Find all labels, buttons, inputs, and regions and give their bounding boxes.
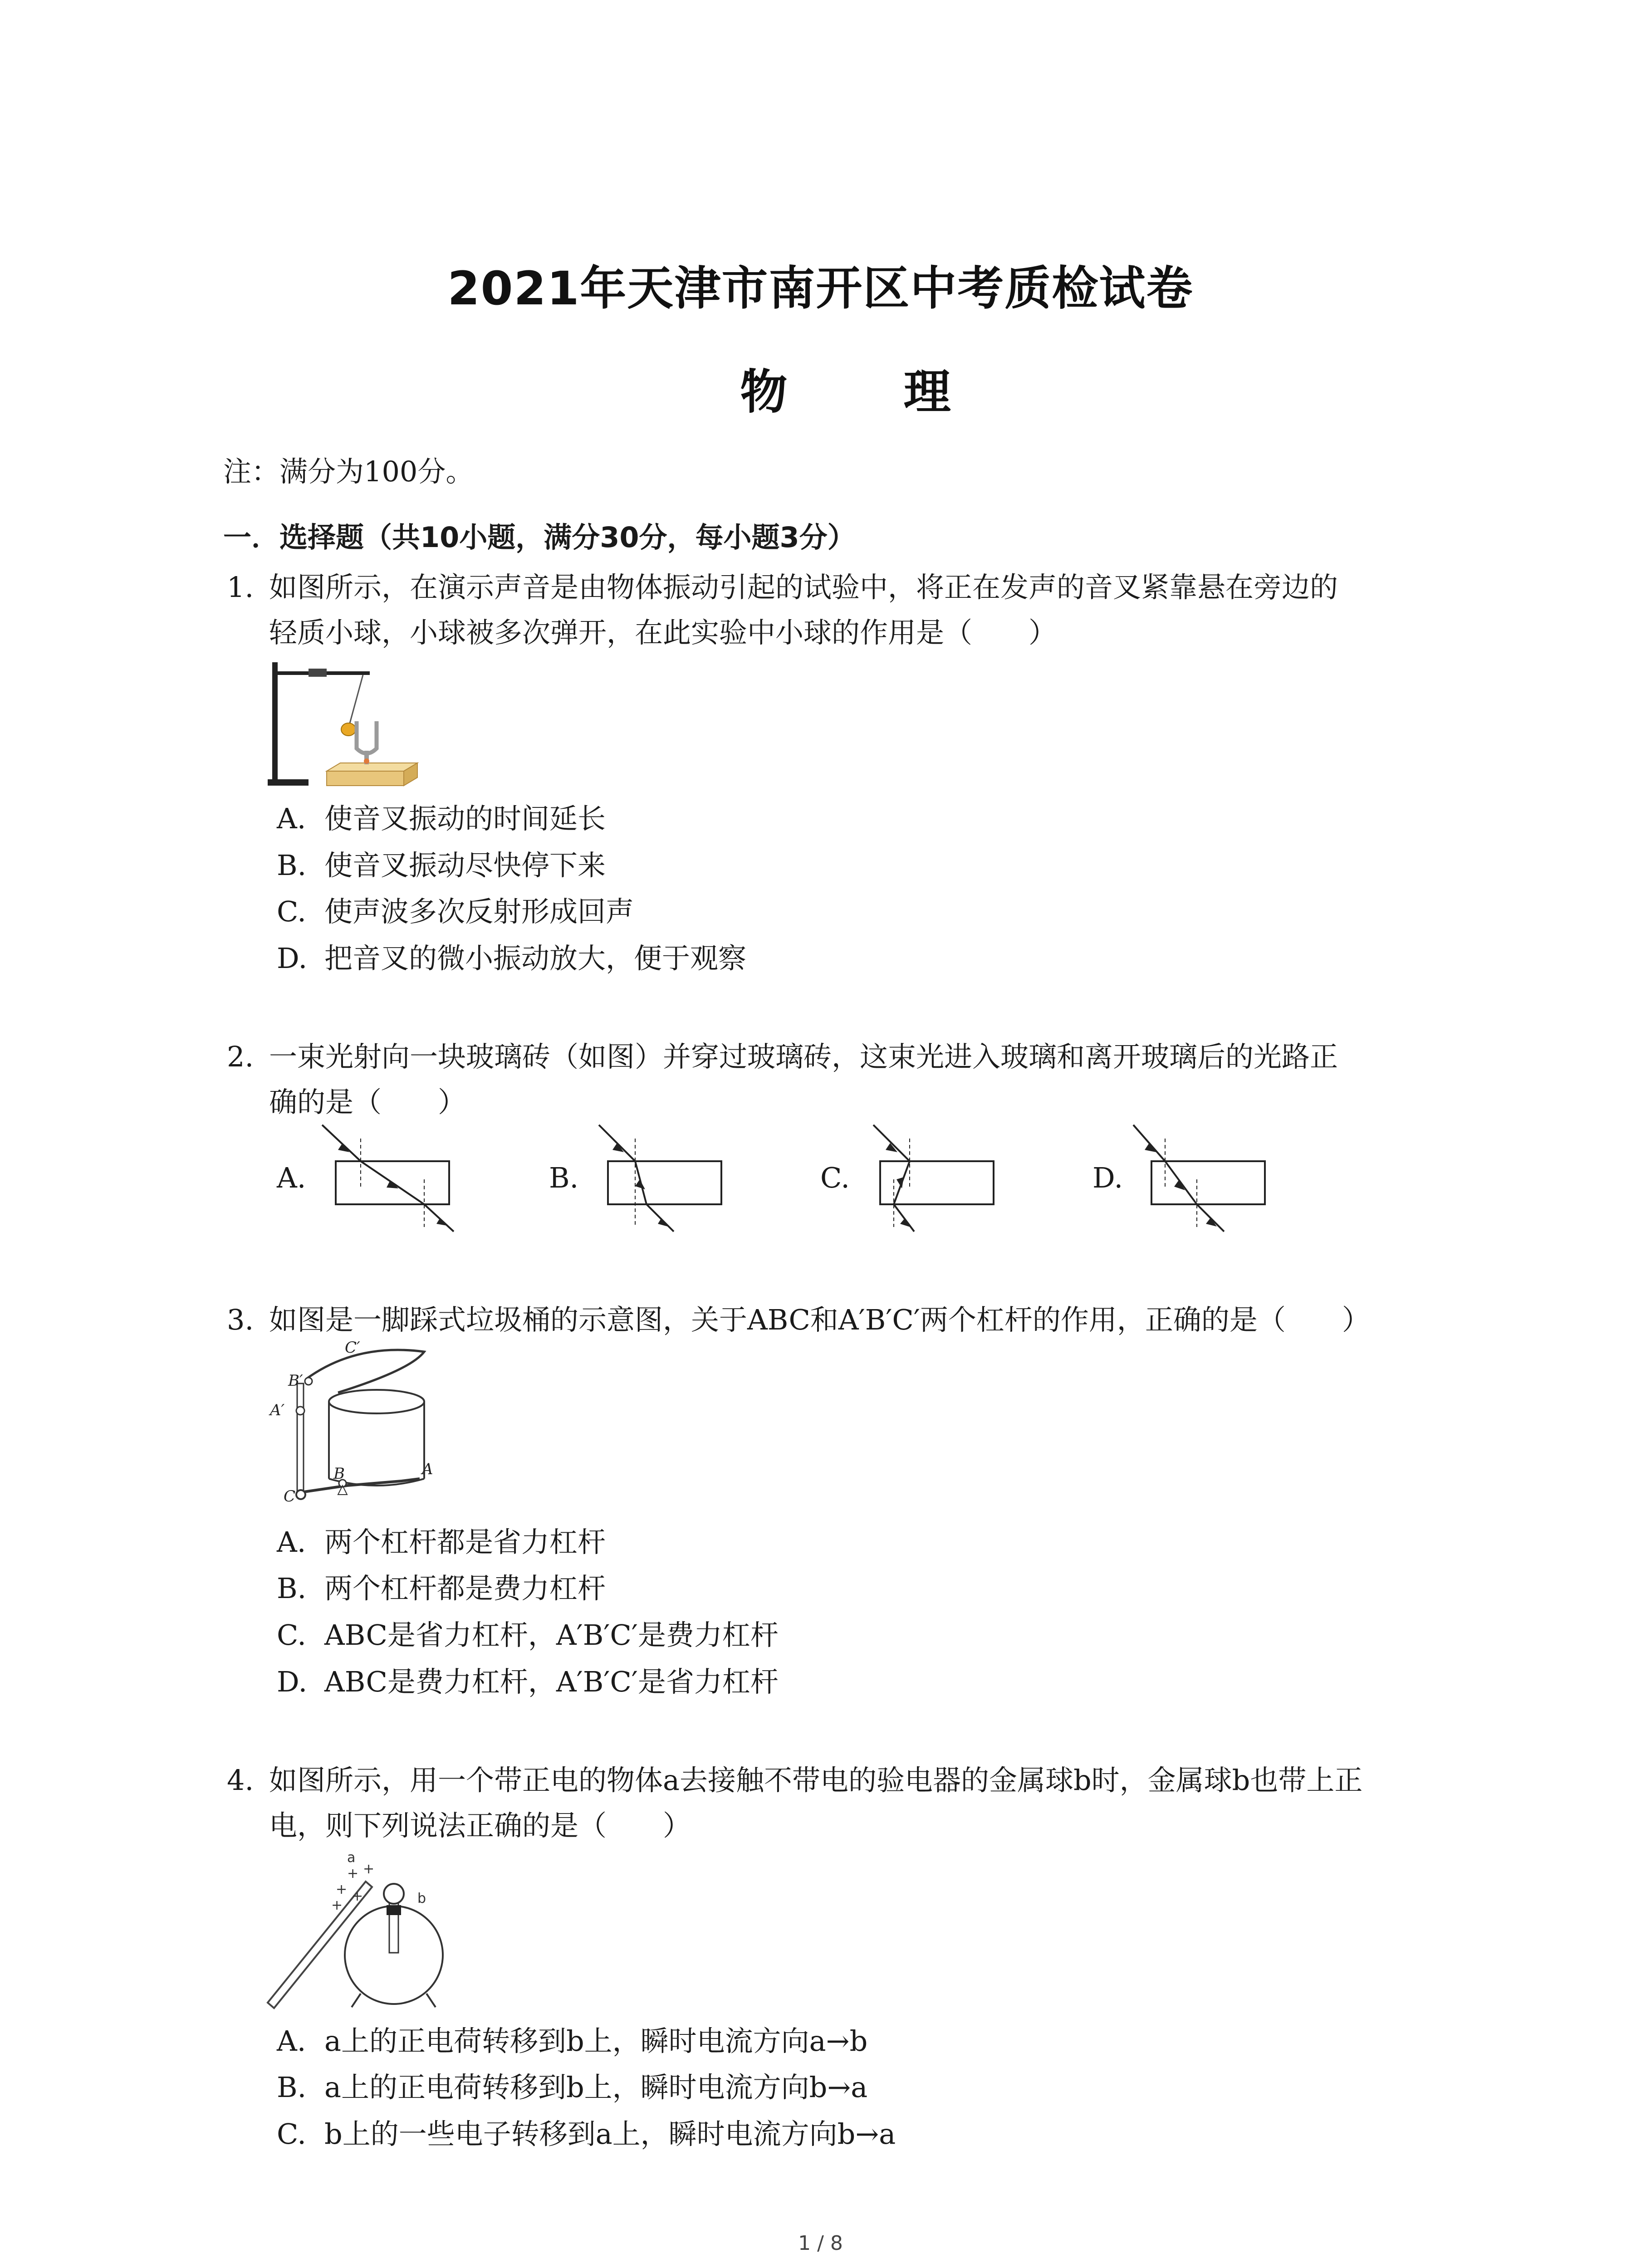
- question-number: 4.: [227, 1764, 254, 1797]
- question-text-line: 轻质小球，小球被多次弹开，在此实验中小球的作用是（ ）: [269, 616, 1057, 649]
- question-text-line: 如图所示，用一个带正电的物体a去接触不带电的验电器的金属球b时，金属球b也带上正: [269, 1764, 1363, 1797]
- option-a[interactable]: A. 使音叉振动的时间延长: [277, 802, 606, 835]
- question-text-line: 如图所示，在演示声音是由物体振动引起的试验中，将正在发声的音叉紧靠悬在旁边的: [269, 571, 1338, 604]
- trash-can-figure: [265, 1339, 456, 1510]
- section-heading: 一．选择题（共10小题，满分30分，每小题3分）: [223, 521, 856, 554]
- option-c[interactable]: C. ABC是省力杠杆，A′B′C′是费力杠杆: [277, 1618, 779, 1652]
- label-b: B: [333, 1465, 345, 1483]
- page-number: 1 / 8: [798, 2232, 843, 2255]
- question-text-line: 一束光射向一块玻璃砖（如图）并穿过玻璃砖，这束光进入玻璃和离开玻璃后的光路正: [269, 1040, 1338, 1073]
- plus-sign: +: [336, 1882, 348, 1897]
- option-d[interactable]: D. 把音叉的微小振动放大，便于观察: [277, 942, 747, 975]
- exam-title: 2021年天津市南开区中考质检试卷: [447, 262, 1194, 316]
- label-b: b: [417, 1891, 426, 1906]
- option-b[interactable]: B. 使音叉振动尽快停下来: [277, 849, 606, 882]
- label-c: C: [284, 1487, 296, 1505]
- option-a[interactable]: A.: [277, 1161, 306, 1194]
- option-a[interactable]: A. 两个杠杆都是省力杠杆: [277, 1525, 606, 1559]
- option-b[interactable]: B. a上的正电荷转移到b上，瞬时电流方向b→a: [277, 2071, 868, 2104]
- question-text-line: 确的是（ ）: [269, 1085, 466, 1119]
- label-a: a: [347, 1850, 356, 1866]
- option-c[interactable]: C. 使声波多次反射形成回声: [277, 895, 634, 928]
- option-b[interactable]: B. 两个杠杆都是费力杠杆: [277, 1572, 606, 1605]
- label-c-prime: C′: [345, 1339, 360, 1357]
- light-path-figure-b: [590, 1125, 735, 1234]
- tuning-fork-figure: [268, 658, 431, 794]
- label-b-prime: B′: [288, 1372, 303, 1390]
- question-number: 2.: [227, 1040, 254, 1073]
- plus-sign: +: [347, 1866, 359, 1882]
- label-a-prime: A′: [270, 1401, 285, 1419]
- electroscope-figure: [268, 1848, 458, 2016]
- option-d[interactable]: D.: [1092, 1161, 1123, 1194]
- light-path-figure-d: [1133, 1125, 1279, 1234]
- plus-sign: +: [331, 1897, 343, 1913]
- score-note: 注：满分为100分。: [223, 455, 474, 488]
- question-text-line: 电，则下列说法正确的是（ ）: [269, 1809, 691, 1842]
- option-a[interactable]: A. a上的正电荷转移到b上，瞬时电流方向a→b: [277, 2024, 868, 2058]
- option-d[interactable]: D. ABC是费力杠杆，A′B′C′是省力杠杆: [277, 1665, 779, 1698]
- option-b[interactable]: B.: [549, 1161, 579, 1194]
- question-number: 1.: [227, 571, 254, 604]
- question-number: 3.: [227, 1303, 254, 1336]
- label-a: A: [422, 1460, 433, 1478]
- plus-sign: +: [352, 1888, 363, 1904]
- light-path-figure-c: [862, 1125, 1007, 1234]
- plus-sign: +: [363, 1861, 375, 1877]
- option-c[interactable]: C.: [820, 1161, 850, 1194]
- question-text-line: 如图是一脚踩式垃圾桶的示意图，关于ABC和A′B′C′两个杠杆的作用，正确的是（ ）: [269, 1303, 1370, 1336]
- option-c[interactable]: C. b上的一些电子转移到a上，瞬时电流方向b→a: [277, 2117, 896, 2151]
- light-path-figure-a: [318, 1125, 463, 1234]
- subject-title: 物 理: [740, 364, 1001, 420]
